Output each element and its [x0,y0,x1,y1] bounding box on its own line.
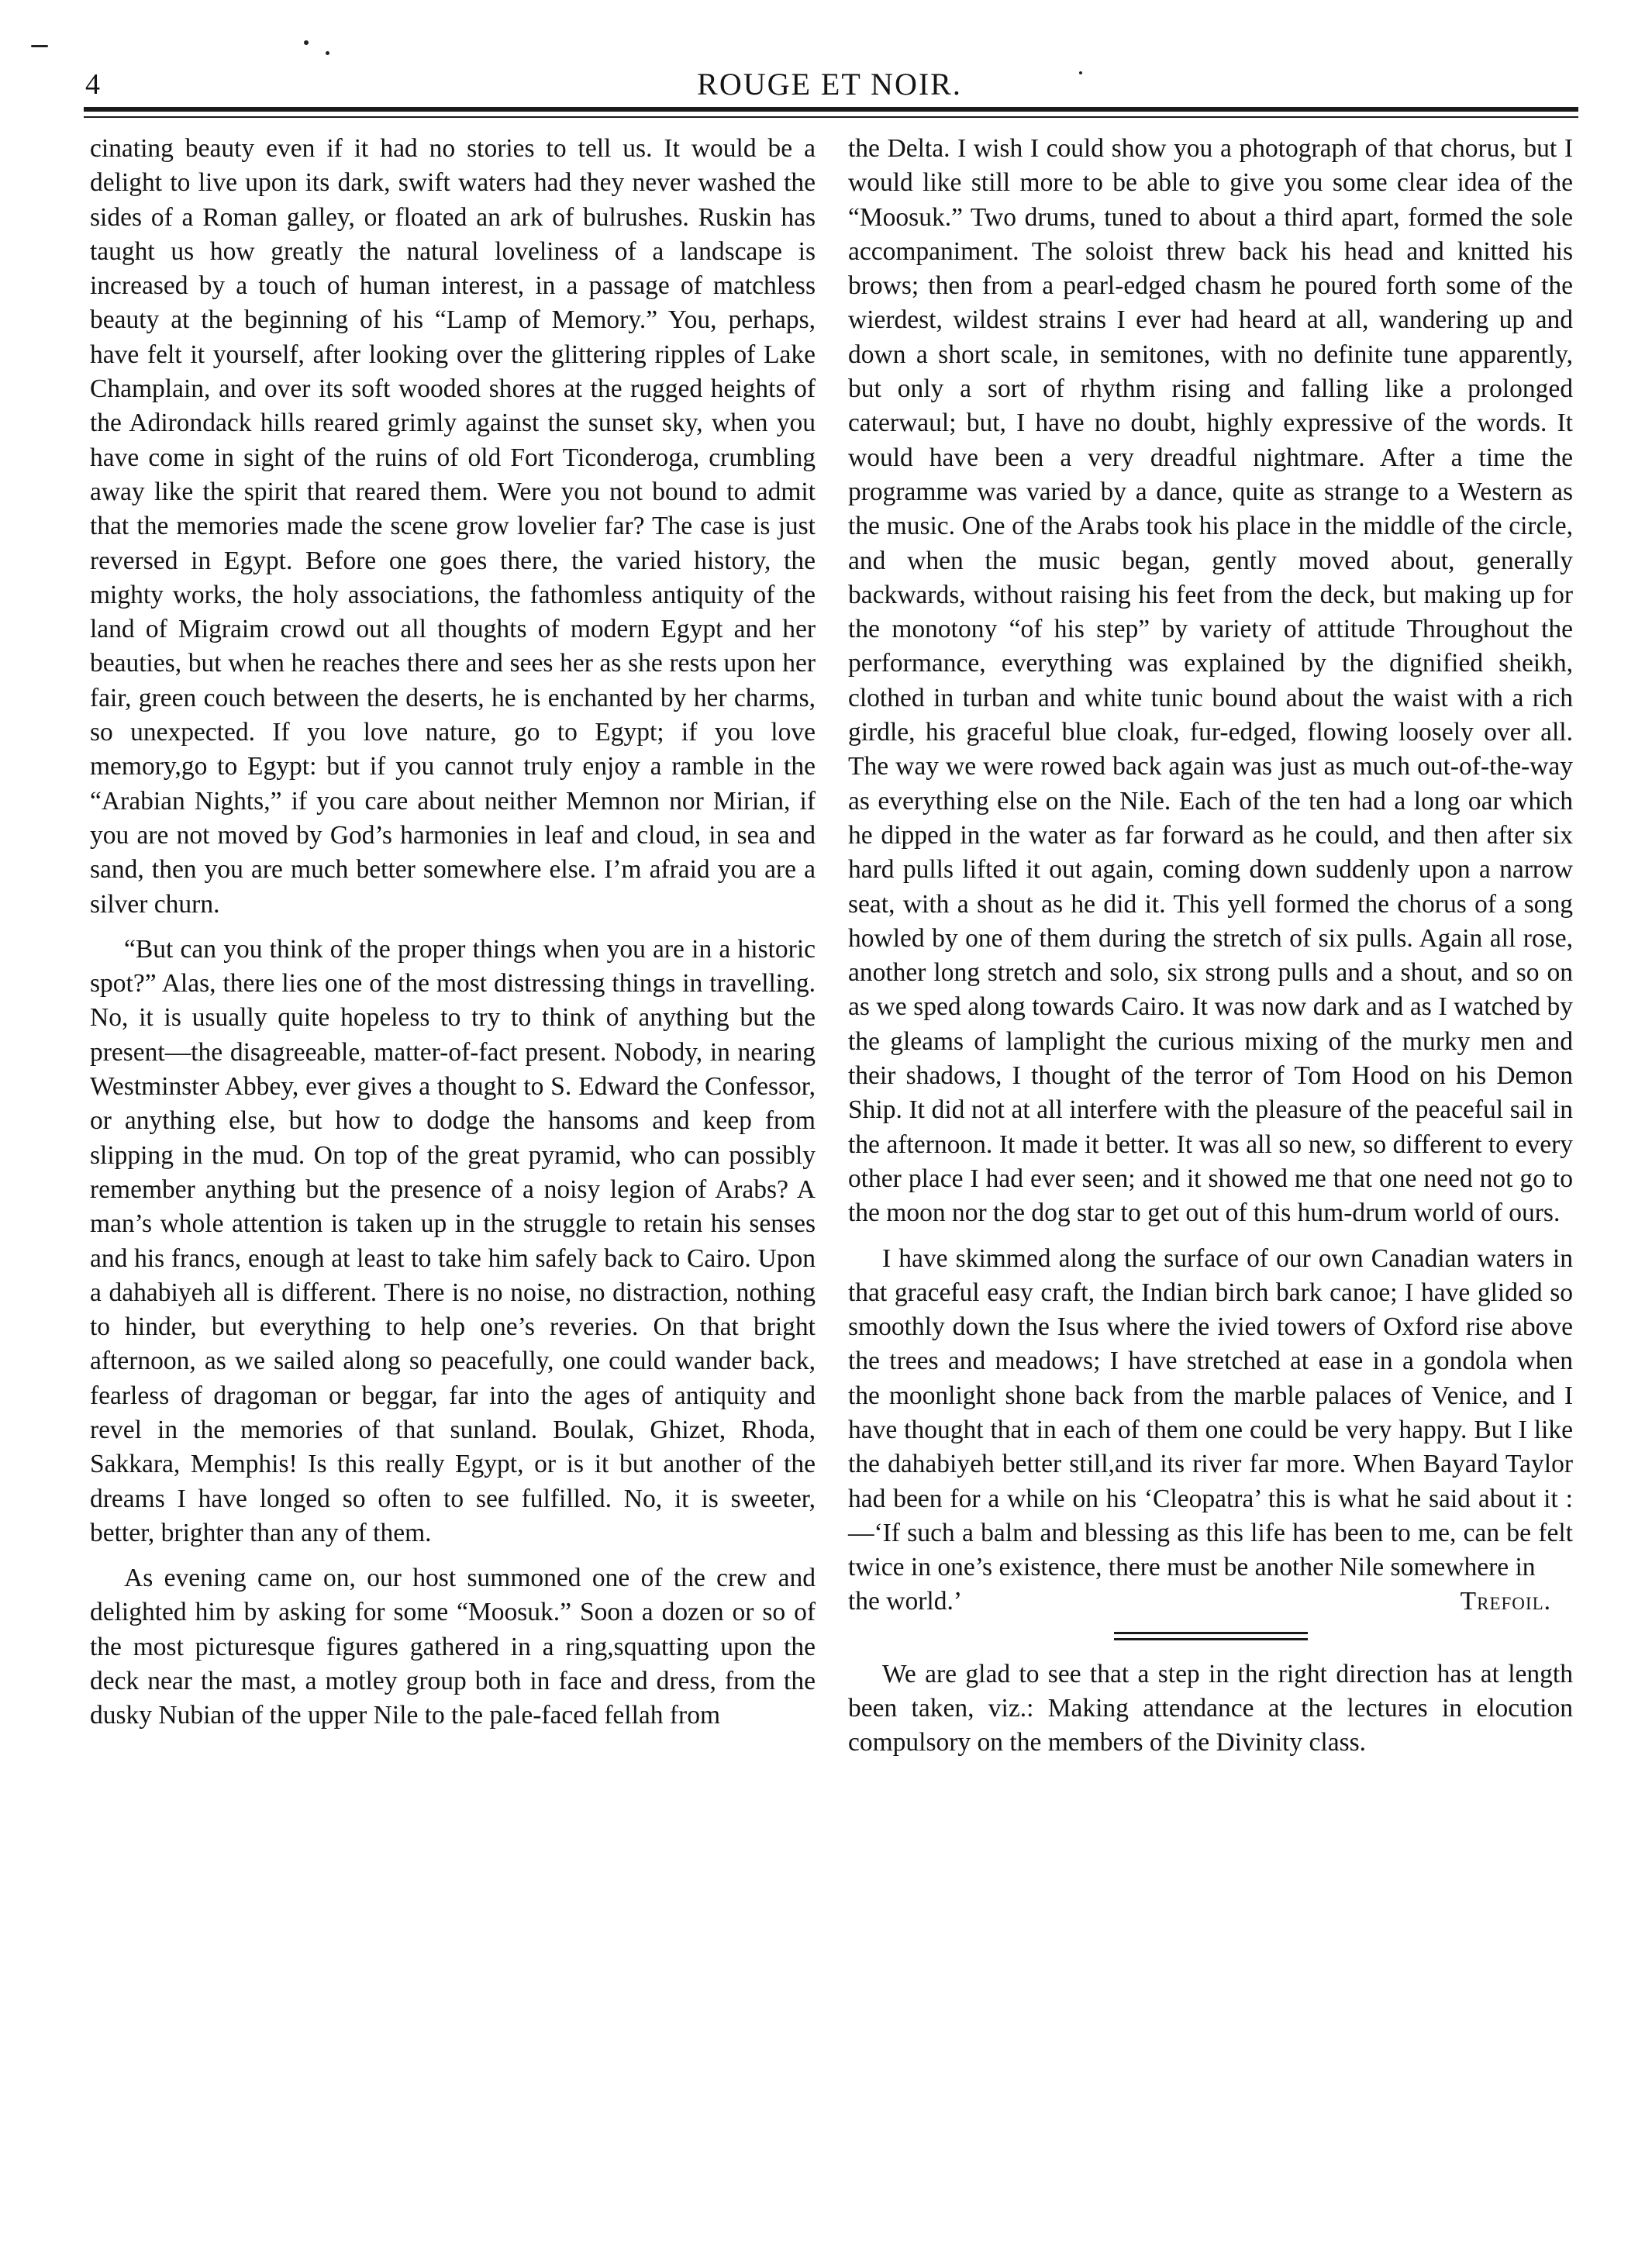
print-speck [1079,71,1082,74]
article-paragraph: cinating beauty even if it had no stories to tell us. It would be a delight to live upon its dark, swift waters had they never washed the sides of a Roman galley, or floated an ark of bulrushes. Ruskin has taught us how greatly the natural loveliness of a landscape is increased by a touch of human interest, in a passage of matchless beauty at the beginning of his “Lamp of Memory.” You, perhaps, have felt it yourself, after looking over the glittering ripples of Lake Champlain, and over its soft wooded shores at the rugged heights of the Adirondack hills reared grimly against the sunset sky, when you have come in sight of the ruins of old Fort Ticonderoga, crumbling away like the spirit that reared them. Were you not bound to admit that the memories made the scene grow lovelier far? The case is just reversed in Egypt. Before one goes there, the varied history, the mighty works, the holy associations, the fathomless antiquity of the land of Migraim crowd out all thoughts of modern Egypt and her beauties, but when he reaches there and sees her as she rests upon her fair, green couch between the deserts, he is enchanted by her charms, so unexpected. If you love nature, go to Egypt; if you love memory,go to Egypt: but if you cannot truly enjoy a ramble in the “Arabian Nights,” if you care about neither Memnon nor Mirian, if you are not moved by God’s harmonies in leaf and cloud, in sea and sand, then you are much better somewhere else. I’m afraid you are a silver churn. [90,134,816,919]
page-number: 4 [85,68,100,101]
left-column [90,132,816,1744]
right-column [848,132,1573,1771]
article-paragraph: I have skimmed along the surface of our own Canadian waters in that graceful easy craft, the Indian birch bark canoe; I have glided so smoothly down the Isus where the ivied towers of Oxford rise above the trees and meadows; I have stretched at ease in a gondola when the moonlight shone back from the marble palaces of Venice, and I have thought that in each of them one could be very happy. But I like the dahabiyeh better still,and its river far more. When Bayard Taylor had been for a while on his ‘Cleopatra’ this is what he said about it :—‘If such a balm and blessing as this life has been to me, can be felt twice in one’s existence, there must be another Nile somewhere in [848,1243,1573,1582]
editorial-note: We are glad to see that a step in the right direction has at length been taken, viz.: Making attendance at the lectures in elocution compulsory on the members of the Divinity class. [848,1659,1573,1757]
article-paragraph: As evening came on, our host summoned one of the crew and delighted him by asking for some “Moosuk.” Soon a dozen or so of the most picturesque figures gathered in a ring,squatting upon the deck near the mast, a motley group both in face and dress, from the dusky Nubian of the upper Nile to the pale-faced fellah from [90,1564,816,1730]
closing-line [848,1585,1573,1619]
page-title: ROUGE ET NOIR. [697,67,962,102]
header-rule-thin [84,116,1578,118]
article-paragraph: the Delta. I wish I could show you a photograph of that chorus, but I would like still more to be able to give you some clear idea of the “Moosuk.” Two drums, tuned to about a third apart, formed the sole accompaniment. The soloist threw back his head and knitted his brows; then from a pearl-edged chasm he poured forth some of the wierdest, wildest strains I ever had heard at all, wandering up and down a short scale, in semitones, with no definite tune apparently, but only a sort of rhythm rising and falling like a prolonged caterwaul; but, I have no doubt, highly expressive of the words. It would have been a very dreadful nightmare. After a time the programme was varied by a dance, quite as strange to a Western as the music. One of the Arabs took his place in the middle of the circle, and when the music began, gently moved about, generally backwards, without raising his feet from the deck, but making up for the monotony “of his step” by variety of attitude Throughout the performance, everything was explained by the dignified sheikh, clothed in turban and white tunic bound about the waist with a rich girdle, his graceful blue cloak, fur-edged, flowing loosely over all. The way we were rowed back again was just as much out-of-the-way as everything else on the Nile. Each of the ten had a long oar which he dipped in the water as far forward as he could, and then after six hard pulls lifted it out again, coming down suddenly upon a narrow seat, with a shout as he did it. This yell formed the chorus of a song howled by one of them during the stretch of six pulls. Again all rose, another long stretch and solo, six strong pulls and a shout, and so on as we sped along towards Cairo. It was now dark and as I watched by the gleams of lamplight the curious mixing of the murky men and their shadows, I thought of the terror of Tom Hood on his Demon Ship. It did not at all interfere with the pleasure of the peaceful sail in the afternoon. It made it better. It was all so new, so different to every other place I had ever seen; and it showed me that one need not go to the moon nor the dog star to get out of this hum-drum world of ours. [848,134,1573,1228]
author-signature: Trefoil. [1460,1587,1551,1616]
page-header [85,65,1574,104]
header-rule-thick [84,107,1578,112]
closing-text: the world.’ [848,1587,962,1616]
print-speck [326,51,329,55]
print-speck [31,45,48,47]
print-speck [304,40,309,45]
article-paragraph: “But can you think of the proper things when you are in a historic spot?” Alas, there lies one of the most distressing things in travelling. No, it is usually quite hopeless to try to think of anything but the present—the disagreeable, matter-of-fact present. Nobody, in nearing Westminster Abbey, ever gives a thought to S. Edward the Confessor, or anything else, but how to dodge the hansoms and keep from slipping in the mud. On top of the great pyramid, who can possibly remember anything but the presence of a noisy legion of Arabs? A man’s whole attention is taken up in the struggle to retain his senses and his francs, enough at least to take him safely back to Cairo. Upon a dahabiyeh all is different. There is no noise, no distraction, nothing to hinder, but everything to help one’s reveries. On that bright afternoon, as we sailed along so peacefully, one could wander back, fearless of dragoman or beggar, far into the ages of antiquity and revel in the memories of that sunland. Boulak, Ghizet, Rhoda, Sakkara, Memphis! Is this really Egypt, or is it but another of the dreams I have longed so often to see fulfilled. No, it is sweeter, better, brighter than any of them. [90,934,816,1547]
section-separator [1114,1632,1308,1640]
